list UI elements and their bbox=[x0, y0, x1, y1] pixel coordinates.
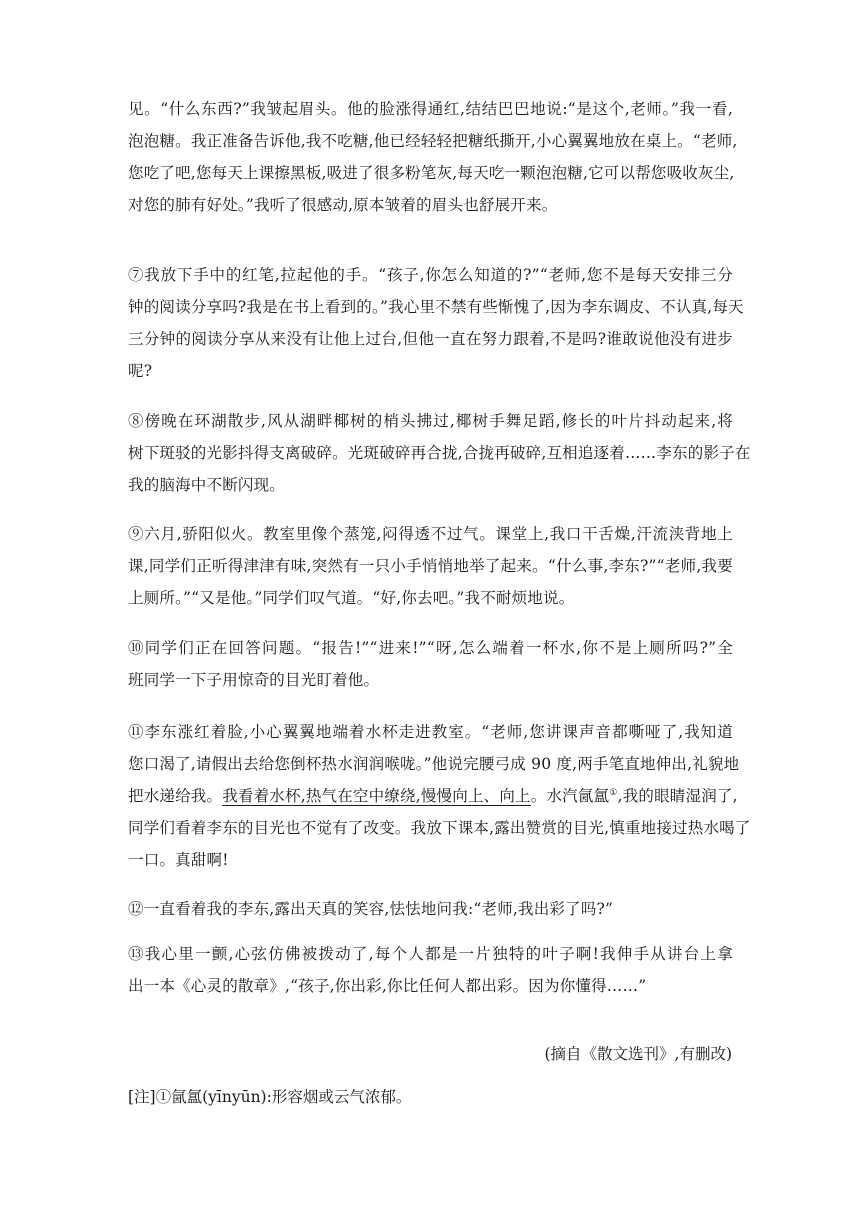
text-segment: 。水汽氤氲 bbox=[530, 787, 610, 805]
text-line: ⑨六月,骄阳似火。教室里像个蒸笼,闷得透不过气。课堂上,我口干舌燥,汗流浃背地上 bbox=[128, 525, 733, 543]
text-segment: 把水递给我。 bbox=[128, 787, 223, 805]
text-line: 您口渴了,请假出去给您倒杯热水润润喉咙。”他说完腰弓成 90 度,两手笔直地伸出,礼貌地 bbox=[128, 755, 740, 773]
text-line-with-underline bbox=[128, 780, 738, 812]
text-line: 泡泡糖。我正准备告诉他,我不吃糖,他已经轻轻把糖纸撕开,小心翼翼地放在桌上。“老师, bbox=[128, 132, 738, 150]
text-line: 对您的肺有好处。”我听了很感动,原本皱着的眉头也舒展开来。 bbox=[128, 196, 558, 214]
text-line: 上厕所。”“又是他。”同学们叹气道。“好,你去吧。”我不耐烦地说。 bbox=[128, 589, 575, 607]
text-line: 班同学一下子用惊奇的目光盯着他。 bbox=[128, 671, 380, 689]
text-line: 一口。真甜啊! bbox=[128, 851, 229, 869]
paragraph-8 bbox=[128, 405, 751, 501]
paragraph-11 bbox=[128, 716, 751, 876]
underlined-sentence: 我看着水杯,热气在空中缭绕,慢慢向上、向上 bbox=[222, 787, 531, 805]
paragraph-7 bbox=[128, 259, 744, 387]
footnote-marker: ① bbox=[609, 787, 618, 798]
text-line: 见。“什么东西?”我皱起眉头。他的脸涨得通红,结结巴巴地说:“是这个,老师。”我一看, bbox=[128, 100, 733, 118]
text-line: 我的脑海中不断闪现。 bbox=[128, 476, 286, 494]
text-line: 三分钟的阅读分享从来没有让他上过台,但他一直在努力跟着,不是吗?谁敢说他没有进步 bbox=[128, 330, 733, 348]
footnote: [注]①氤氲(yīnyūn):形容烟或云气浓郁。 bbox=[128, 1088, 412, 1106]
text-line: 课,同学们正听得津津有味,突然有一只小手悄悄地举了起来。“什么事,李东?”“老师,我要 bbox=[128, 557, 733, 575]
text-line: ⑩同学们正在回答问题。“报告!”“进来!”“呀,怎么端着一杯水,你不是上厕所吗?”全 bbox=[128, 639, 733, 657]
text-line: ⑪李东涨红着脸,小心翼翼地端着水杯走进教室。“老师,您讲课声音都嘶哑了,我知道 bbox=[128, 723, 733, 741]
text-line: 树下斑驳的光影抖得支离破碎。光斑破碎再合拢,合拢再破碎,互相追逐着……李东的影子在 bbox=[128, 444, 751, 462]
paragraph-continuation bbox=[128, 93, 738, 221]
text-line: ⑦我放下手中的红笔,拉起他的手。“孩子,你怎么知道的?”“老师,您不是每天安排三分 bbox=[128, 266, 733, 284]
text-line: 出一本《心灵的散章》,“孩子,你出彩,你比任何人都出彩。因为你懂得……” bbox=[128, 977, 647, 995]
text-line: 同学们看着李东的目光也不觉有了改变。我放下课本,露出赞赏的目光,慎重地接过热水喝了 bbox=[128, 819, 751, 837]
source-citation: (摘自《散文选刊》,有删改) bbox=[544, 1045, 732, 1063]
text-segment: ,我的眼睛湿润了, bbox=[617, 787, 738, 805]
text-line: ⑬我心里一颤,心弦仿佛被拨动了,每个人都是一片独特的叶子啊!我伸手从讲台上拿 bbox=[128, 945, 733, 963]
paragraph-13 bbox=[128, 938, 733, 1002]
text-line: 钟的阅读分享吗?我是在书上看到的。”我心里不禁有些惭愧了,因为李东调皮、不认真,每天 bbox=[128, 298, 744, 316]
text-line: ⑫一直看着我的李东,露出天真的笑容,怯怯地问我:“老师,我出彩了吗?” bbox=[128, 900, 614, 918]
paragraph-10 bbox=[128, 632, 733, 696]
text-line: 您吃了吧,您每天上课擦黑板,吸进了很多粉笔灰,每天吃一颗泡泡糖,它可以帮您吸收灰尘, bbox=[128, 164, 735, 182]
text-line: ⑧傍晚在环湖散步,风从湖畔椰树的梢头拂过,椰树手舞足蹈,修长的叶片抖动起来,将 bbox=[128, 412, 733, 430]
text-line: 呢? bbox=[128, 362, 153, 380]
paragraph-12 bbox=[128, 893, 733, 925]
paragraph-9 bbox=[128, 518, 733, 614]
